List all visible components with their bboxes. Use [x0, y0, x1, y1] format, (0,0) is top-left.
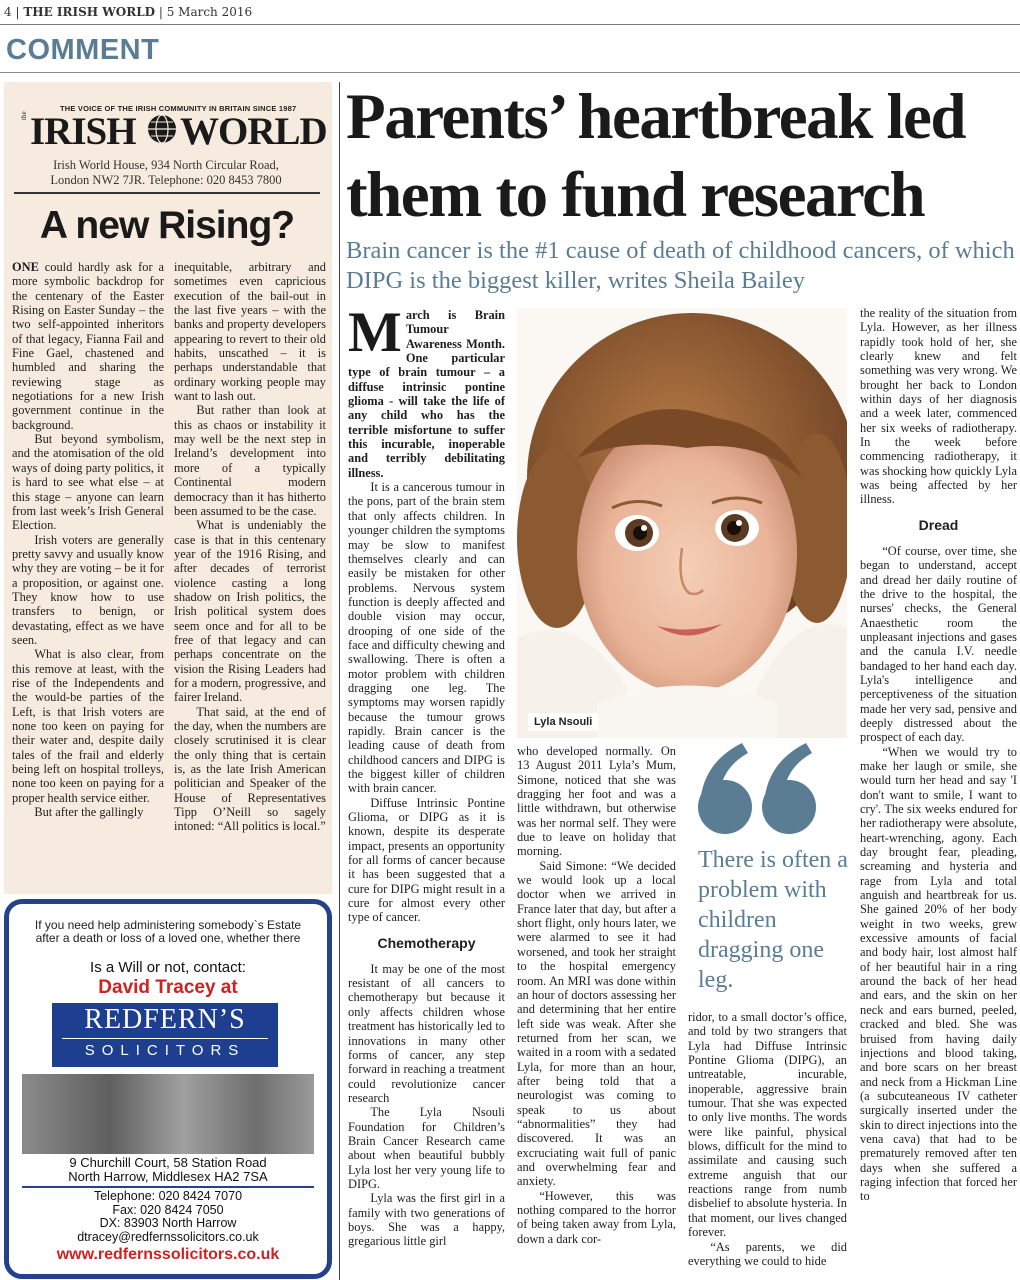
advert-rule: [22, 1186, 314, 1188]
article-paragraph: It may be one of the most resistant of all cancers to chemotherapy but because it only affects children whose treatment has historically led to innovations in many other forms of cancer, any step forward in reaching a treatment could revolutionize cancer research: [348, 961, 505, 1105]
editorial-paragraph: That said, at the end of the day, when the numbers are closely scrutinised it is clear the only thing that is certain is, as the late Irish American politician and Speaker of the House of Representatives Tipp O’Neill so sagely intoned: “All politics is local.”: [174, 704, 326, 834]
quote-mark-icon: [692, 735, 822, 845]
advert-address: 9 Churchill Court, 58 Station Road North Harrow, Middlesex HA2 7SA: [68, 1155, 268, 1184]
editorial-heading: A new Rising?: [39, 204, 295, 247]
editorial-paragraph: inequitable, arbitrary and sometimes even capricious execution of the bail-out in the last five years – with the banks and property developers appearing to revert to their old habits, unscathed – it is perhaps understandable that ordinary working people may want to lash out.: [174, 260, 326, 404]
article-paragraph: ridor, to a small doctor’s office, and told by two strangers that Lyla had Diffuse Intrinsic Pontine Glioma (DIPG), an untreatable, incurable, inoperable, aggressive brain tumour. That she was expected to only live months. The words were like painful, physical blows, difficult for the mind to assimilate and causing such extreme anguish that our reactions range from numb disbelief to absolute hysteria. In that moment, our lives changed forever.: [688, 1010, 847, 1240]
article-headline: Parents’ heartbreak led them to fund research: [346, 81, 966, 231]
editorial-paragraph: What is undeniably the case is that in this centenary year of the 1916 Rising, and after decades of terrorist violence casting a long shadow on Irish politics, the Irish political system does seem once and for all to be free of that legacy and can perhaps concentrate on the vision the Rising Leaders had for a modern, progressive, and fairer Ireland.: [174, 518, 326, 705]
article-paragraph: It is a cancerous tumour in the pons, part of the brain stem that only affects children. In younger children the symptoms may be slow to manifest themselves clearly and can easily be mistaken for other problems. Nervous system function is deeply affected and double vision may occur, drooping of one side of the face and difficulty chewing and swallowing. There is often a motor problem with children dragging one leg. The symptoms may worsen rapidly because the tumour grows rapidly. Brain cancer is the leading cause of death from childhood cancers and DIPG is the biggest killer of children with brain cancer.: [348, 480, 505, 796]
editorial-paragraph: But after the gallingly: [34, 805, 144, 820]
editorial-paragraph: ONE could hardly ask for a more symbolic backdrop for the centenary of the Easter Rising on Easter Sunday – the two self-appointed inheritors of that legacy, Fianna Fail and Fine Gael, chastened and humbled and sharing the reviewing stage as negotiations for a new Irish government continue in the background.: [12, 260, 164, 432]
top-rule: [0, 24, 1020, 25]
lyla-photo: [517, 308, 847, 738]
logo-divider: [62, 1038, 268, 1039]
masthead-name-left: IRISH: [30, 110, 136, 153]
section-title: COMMENT: [6, 34, 160, 66]
globe-icon: [146, 113, 178, 145]
editorial-paragraph: What is also clear, from this remove at least, with the rise of the Independents and the would-be parties of the Left, is that Irish voters are none too keen on paying for their water and, despite daily tales of the frail and elderly being left on hospital trolleys, none too keen on paying for a proper health service either.: [12, 647, 164, 805]
article-paragraph: Lyla was the first girl in a family with two generations of boys. She was a happy, gregarious little girl: [348, 1191, 505, 1249]
drop-cap: M: [348, 308, 402, 364]
article-standfirst: Brain cancer is the #1 cause of death of childhood cancers, of which DIPG is the biggest killer, writes Sheila Bailey: [346, 237, 1015, 294]
page-folio: 4 | THE IRISH WORLD | 5 March 2016: [4, 5, 253, 19]
article-paragraph: who developed normally. On 13 August 2011 Lyla’s Mum, Simone, noticed that she was dragging her foot and was a little withdrawn, but otherwise was her normal self. They were due to leave on holiday that morning.: [517, 744, 676, 859]
article-paragraph: The Lyla Nsouli Foundation for Children’s Brain Cancer Research came about when beautiful bubbly Lyla lost her very young life to DIPG.: [348, 1105, 505, 1191]
article-paragraph: Diffuse Intrinsic Pontine Glioma, or DIPG as it is known, despite its desperate impact, presents an opportunity for all forms of cancer because it has been suggested that a cure for DIPG might result in a cure for almost every other type of cancer.: [348, 795, 505, 925]
advert-photo-strip: [22, 1074, 314, 1154]
article-paragraph: “Of course, over time, she began to understand, accept and dread her daily routine of the drive to the hospital, the nurses' checks, the General Anaesthetic room the unpleasant injections and gases and the canula I.V. needle bandaged to her hand each day. Lyla's intelligence and perceptiveness of the situation made her very sad, pensive and deeply distressed about the prospect of each day.: [860, 543, 1017, 745]
section-rule: [0, 72, 1020, 73]
article-column-2b: [688, 1010, 847, 1280]
editorial-column-1: [12, 260, 164, 892]
editorial-paragraph: But rather than look at this as chaos or instability it may well be the next step in Ireland’s development into more of a typically Continental modern democracy than it has hitherto been assumed to be the case.: [174, 403, 326, 518]
article-column-1: [348, 308, 505, 1280]
article-paragraph: the reality of the situation from Lyla. However, as her illness rapidly took hold of her, she clearly knew and felt something was very wrong. We brought her back to London within days of her diagnosis and a week later, commenced her six weeks of radiotherapy. In the week before commencing radiotherapy, it was shocking how quickly Lyla was being affected by her illness.: [860, 306, 1017, 507]
article-paragraph: “As parents, we did everything we could to hide: [688, 1239, 847, 1268]
advert-dx: DX: 83903 North Harrow: [99, 1216, 237, 1231]
masthead-rule: [14, 192, 320, 194]
article-column-3: [860, 306, 1017, 1280]
article-column-2: [517, 744, 676, 1280]
masthead-tagline: THE VOICE OF THE IRISH COMMUNITY IN BRITAIN SINCE 1987: [60, 104, 297, 113]
article-subhead: Dread: [918, 516, 959, 533]
article-paragraph: Said Simone: “We decided we would look up a local doctor when we arrived in France later that day, but after a short flight, only hours later, we were alarmed to see it had worsened, and took her straight to the hospital emergency room. An MRI was done within an hour of doctors assessing her and determining that her entire left side was weak. After she returned from her scan, we waited in a room with a sedated Lyla, for more than an hour, after being told that a neurologist was coming to speak to us about “abnormalities” they had discovered. It was an excruciating wait full of panic and overwhelming fear and anxiety.: [517, 858, 676, 1189]
advert-intro: If you need help administering somebody`s Estate after a death or loss of a loved one, whether there: [34, 918, 302, 945]
editorial-column-2: [174, 260, 326, 892]
masthead-name-right: WORLD: [180, 110, 327, 153]
masthead-the: the: [20, 111, 28, 120]
article-paragraph: “When we would try to make her laugh or smile, she would turn her head and say 'I don't want to smile, I want to cry'. The six weeks endured for her radiotherapy were absolute, heart-wrenching, agony. Each day brought fear, pleading, screaming and hysteria and rage from Lyla and total anguish and heartbreak for us. She gained 20% of her body weight in two weeks, grew excessive amounts of facial and body hair, lost almost half of her beautiful hair in a ring around the back of her head and ears, and the skin on her neck and ears burned, peeled, cracked and bled. She was bruised from having daily injections and blood taking, and bore scars on her breast and neck from a Hickman Line (a subcuteaneous IV catheter surgically inserted under the skin to direct injections into the vena cava) that had to be prematurely removed after ten days when she suffered a raging infection that forced her to: [860, 744, 1017, 1204]
photo-caption: Lyla Nsouli: [528, 713, 598, 731]
column-divider: [339, 82, 340, 1280]
article-paragraph: “However, this was nothing compared to the horror of being taken away from Lyla, down a dark cor-: [517, 1188, 676, 1246]
masthead-address: Irish World House, 934 North Circular Road, London NW2 7JR. Telephone: 020 8453 7800: [50, 158, 282, 187]
logo-top-text: REDFERN’S: [84, 1004, 246, 1035]
advert-fax: Fax: 020 8424 7050: [112, 1202, 224, 1217]
logo-bottom-text: SOLICITORS: [84, 1042, 246, 1059]
advert-email[interactable]: dtracey@redfernssolicitors.co.uk: [77, 1229, 259, 1244]
advert-contact-name: David Tracey at: [98, 977, 238, 998]
advert-contact: [22, 1190, 314, 1244]
advert-will-line: Is a Will or not, contact:: [90, 959, 246, 976]
advert-website-link[interactable]: www.redfernssolicitors.co.uk: [56, 1246, 280, 1263]
article-subhead: Chemotherapy: [377, 934, 476, 951]
pull-quote: There is often a problem with children dragging one leg.: [698, 847, 848, 993]
article-lede: March is Brain Tumour Awareness Month. One particular type of brain tumour – a diffuse intrinsic pontine glioma - will take the life of any child who has the terrible misfortune to suffer this incurable, inoperable and terribly debilitating illness.: [348, 308, 505, 480]
editorial-paragraph: But beyond symbolism, and the atomisation of the old ways of doing party politics, it is hard to see what else – at this stage – anyone can learn from last week’s Irish General Election.: [12, 432, 164, 533]
editorial-paragraph: Irish voters are generally pretty savvy and usually know why they are voting – be it for a proposition, or against one. They know how to use transfers to benign, or devastating, effect as we have seen.: [12, 532, 164, 647]
advert-phone: Telephone: 020 8424 7070: [93, 1189, 243, 1203]
